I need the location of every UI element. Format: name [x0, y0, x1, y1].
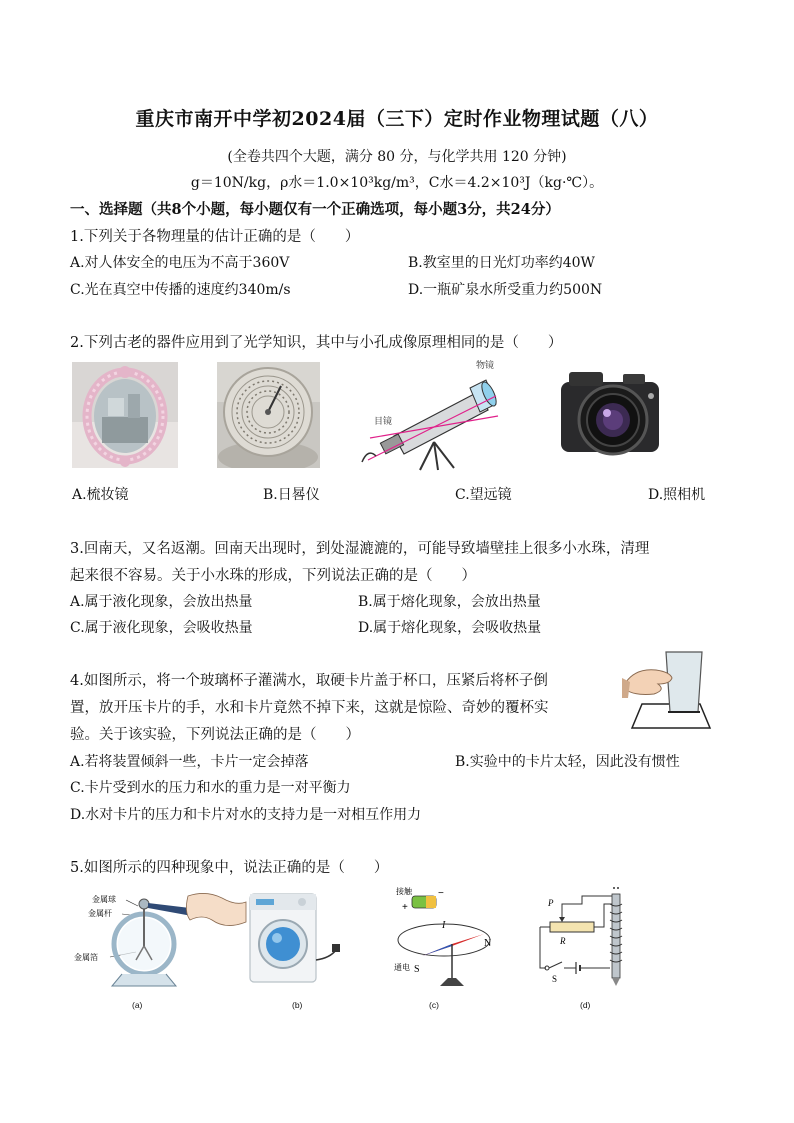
exam-info: (全卷共四个大题，满分 80 分，与化学共用 120 分钟) — [227, 149, 567, 165]
caption-a: (a) — [132, 1000, 143, 1010]
energized-label: 通电 — [394, 963, 410, 972]
question-4-stem-line1: 4.如图所示，将一个玻璃杯子灌满水，取硬卡片盖于杯口，压紧后将杯子倒 — [70, 673, 548, 689]
q4-option-d: D.水对卡片的压力和卡片对水的支持力是一对相互作用力 — [70, 807, 422, 823]
eyepiece-label: 目镜 — [374, 416, 393, 426]
metal-rod-label: 金属杆 — [88, 909, 112, 918]
north-label: N — [484, 938, 492, 949]
minus-label: − — [438, 888, 444, 899]
question-1-stem: 1.下列关于各物理量的估计正确的是（ ） — [70, 229, 360, 245]
south-label: S — [414, 964, 420, 975]
q4-option-c: C.卡片受到水的压力和水的重力是一对平衡力 — [70, 780, 351, 796]
q3-option-a: A.属于液化现象，会放出热量 — [70, 594, 253, 610]
telescope-diagram — [358, 358, 508, 472]
q4-option-b: B.实验中的卡片太轻，因此没有惯性 — [455, 754, 680, 770]
question-2-stem: 2.下列古老的器件应用到了光学知识，其中与小孔成像原理相同的是（ ） — [70, 335, 563, 351]
q3-option-d: D.属于熔化现象，会吸收热量 — [358, 620, 542, 636]
question-4-stem-line3: 验。关于该实验，下列说法正确的是（ ） — [70, 727, 360, 743]
question-5-stem: 5.如图所示的四种现象中，说法正确的是（ ） — [70, 860, 389, 876]
constants-line: g＝10N/kg，ρ水＝1.0×10³kg/m³，C水＝4.2×10³J（kg·℃）。 — [190, 175, 604, 191]
metal-ball-label: 金属球 — [92, 895, 116, 904]
q2-option-d: D.照相机 — [648, 487, 706, 503]
q1-option-b: B.教室里的日光灯功率约40W — [408, 255, 595, 271]
plus-label: + — [402, 902, 408, 913]
oersted-figure — [392, 882, 502, 992]
q3-option-c: C.属于液化现象，会吸收热量 — [70, 620, 253, 636]
resistor-r-label: R — [560, 936, 566, 946]
switch-s-label: S — [552, 974, 558, 984]
caption-d: (d) — [580, 1000, 591, 1010]
camera-image — [553, 360, 665, 472]
slider-p-label: P — [548, 898, 554, 908]
sundial-image — [217, 362, 320, 468]
caption-b: (b) — [292, 1000, 303, 1010]
section-heading: 一、选择题（共8个小题，每小题仅有一个正确选项，每小题3分，共24分） — [70, 201, 560, 218]
objective-lens-label: 物镜 — [476, 360, 495, 370]
q1-option-c: C.光在真空中传播的速度约340m/s — [70, 282, 291, 298]
q1-option-d: D.一瓶矿泉水所受重力约500N — [408, 282, 603, 298]
q4-option-a: A.若将装置倾斜一些，卡片一定会掉落 — [70, 754, 309, 770]
metal-foil-label: 金属箔 — [74, 953, 98, 962]
page-title: 重庆市南开中学初2024届（三下）定时作业物理试题（八） — [135, 108, 659, 130]
mirror-image — [72, 362, 178, 468]
q2-option-a: A.梳妆镜 — [72, 487, 129, 503]
q1-option-a: A.对人体安全的电压为不高于360V — [70, 255, 290, 271]
electroscope-figure — [72, 884, 247, 994]
q2-option-b: B.日晷仪 — [263, 487, 320, 503]
contact-label: 接触 — [396, 887, 412, 896]
q3-option-b: B.属于熔化现象，会放出热量 — [358, 594, 541, 610]
question-3-stem-line1: 3.回南天，又名返潮。回南天出现时，到处湿漉漉的，可能导致墙壁挂上很多小水珠，清理 — [70, 541, 650, 557]
question-4-stem-line2: 置，放开压卡片的手，水和卡片竟然不掉下来，这就是惊险、奇妙的覆杯实 — [70, 700, 549, 716]
circuit-figure — [532, 884, 642, 994]
caption-c: (c) — [429, 1000, 439, 1010]
question-3-stem-line2: 起来很不容易。关于小水珠的形成，下列说法正确的是（ ） — [70, 568, 476, 584]
q2-option-c: C.望远镜 — [455, 487, 512, 503]
inverted-cup-diagram — [622, 642, 714, 734]
washing-machine-figure — [246, 890, 346, 990]
current-label: I — [442, 920, 446, 931]
